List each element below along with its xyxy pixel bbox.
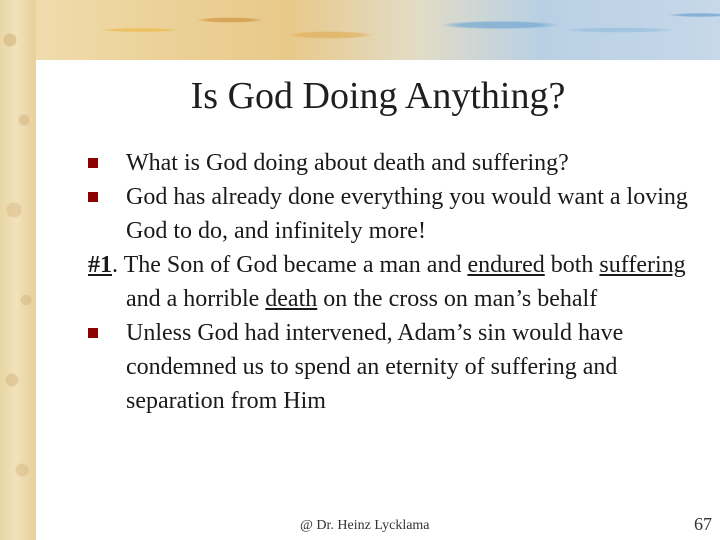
bullet-item-1 [88,146,688,180]
slide-title: Is God Doing Anything? [190,75,566,117]
number-label: #1 [88,252,112,278]
bullet-text-2: God has already done everything you would want a loving God to do, and infinitely more! [126,184,688,244]
page-number: 67 [694,514,712,534]
bullet-item-2 [88,180,688,248]
underlined-word-suffering: suffering [599,252,686,278]
slide-footer: @ Dr. Heinz Lycklama [300,518,430,533]
square-bullet-icon [88,328,98,338]
underlined-word-endured: endured [467,252,545,278]
numbered-text-part: on the cross on man’s behalf [317,286,598,312]
bullet-item-3 [88,316,688,418]
bullet-text-3: Unless God had intervened, Adam’s sin would have condemned us to spend an eternity of suffering and separation from Him [126,320,624,414]
square-bullet-icon [88,158,98,168]
bullet-text-1: What is God doing about death and suffering? [126,150,569,176]
underlined-word-death: death [265,286,318,312]
numbered-text-part: both [544,252,600,278]
numbered-item-1 [88,248,688,316]
numbered-text-part: . The Son of God became a man and [112,252,468,278]
square-bullet-icon [88,192,98,202]
decorative-top-banner [0,0,720,60]
numbered-text-part: and a horrible [126,286,266,312]
slide-content [88,146,688,418]
decorative-left-border [0,0,36,540]
